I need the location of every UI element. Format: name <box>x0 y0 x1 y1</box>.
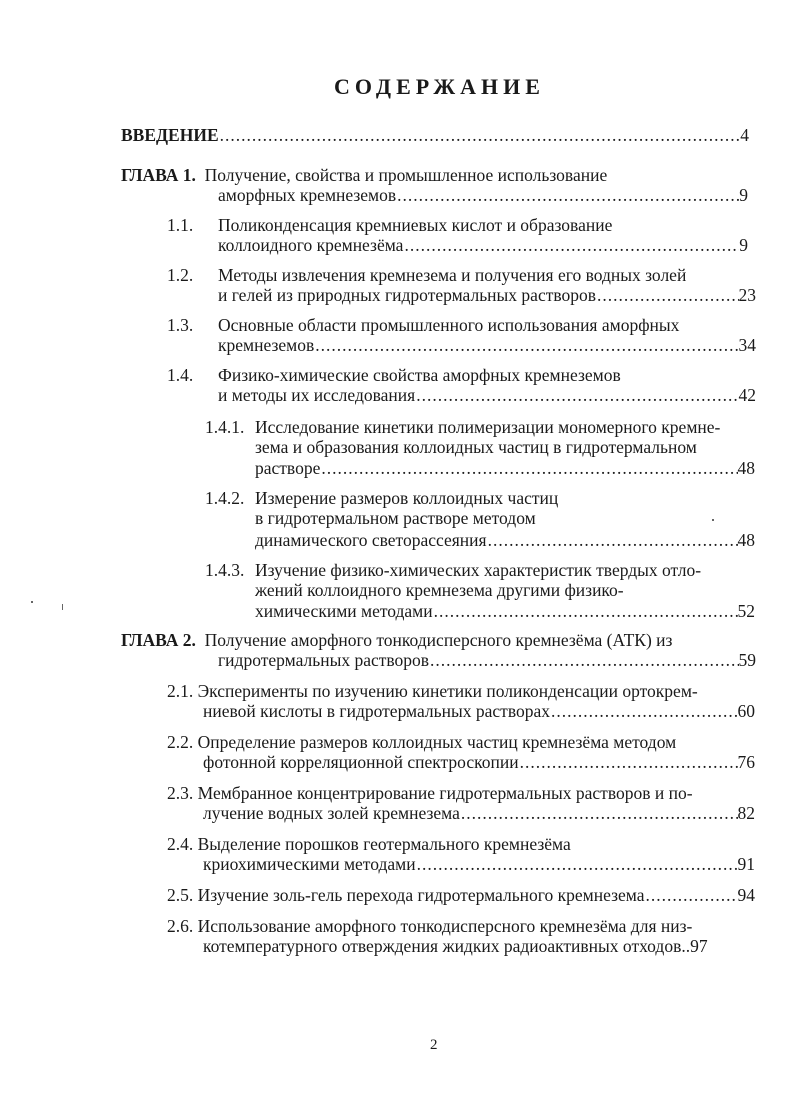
subsection-1-4-3-number: 1.4.3. <box>205 560 245 580</box>
subsection-1-4-1-number: 1.4.1. <box>205 417 245 437</box>
section-1-3-line1: Основные области промышленного использования аморфных <box>218 315 680 335</box>
section-2-6-line1 <box>167 916 692 936</box>
section-1-3-page: 34 <box>738 335 756 355</box>
chapter2-page: 59 <box>738 650 756 670</box>
section-2-1-number: 2.1. <box>167 681 194 701</box>
section-2-1-text: Эксперименты по изучению кинетики поликонденсации ортокрем- <box>197 681 698 701</box>
subsection-1-4-2-number: 1.4.2. <box>205 488 245 508</box>
section-1-3-text: кремнеземов <box>218 335 315 355</box>
subsection-1-4-1-page: 48 <box>737 458 755 478</box>
subsection-1-4-3-text: химическими методами <box>255 601 433 621</box>
chapter1-label: ГЛАВА 1. <box>121 165 196 185</box>
section-1-2-line2 <box>218 285 756 305</box>
section-2-6-number: 2.6. <box>167 916 194 936</box>
chapter2-title-line2: гидротермальных растворов <box>218 650 430 670</box>
section-1-4-number: 1.4. <box>167 365 194 385</box>
section-2-1-line2 <box>203 701 755 721</box>
subsection-1-4-2-line1: Измерение размеров коллоидных частиц <box>255 488 559 508</box>
section-2-6-text: Использование аморфного тонкодисперсного кремнезёма для низ- <box>197 916 693 936</box>
chapter1-title-line1: Получение, свойства и промышленное использование <box>204 165 608 185</box>
leader-dots <box>460 803 738 823</box>
leader-dots <box>429 650 738 670</box>
subsection-1-4-2-text: динамического светорассеяния <box>255 530 487 550</box>
toc-entry-chapter2-line1 <box>121 630 672 650</box>
section-2-5-page: 94 <box>737 885 755 905</box>
section-2-3-text2: лучение водных золей кремнезема <box>203 803 460 823</box>
section-2-3-number: 2.3. <box>167 783 194 803</box>
scan-speck <box>31 601 33 603</box>
section-1-4-page: 42 <box>738 385 756 405</box>
section-2-4-text2: криохимическими методами <box>203 854 416 874</box>
scan-speck <box>712 519 714 521</box>
section-2-2-page: 76 <box>737 752 755 772</box>
leader-dots <box>219 125 741 145</box>
leader-dots <box>314 335 738 355</box>
section-2-4-line1 <box>167 834 571 854</box>
subsection-1-4-1-line1: Исследование кинетики полимеризации мономерного кремне- <box>255 417 721 437</box>
chapter2-label: ГЛАВА 2. <box>121 630 196 650</box>
section-2-3-text: Мембранное концентрирование гидротермальных растворов и по- <box>197 783 693 803</box>
section-1-2-text: и гелей из природных гидротермальных растворов <box>218 285 597 305</box>
scan-speck <box>62 604 63 610</box>
chapter2-title-line1: Получение аморфного тонкодисперсного кремнезёма (АТК) из <box>204 630 673 650</box>
intro-label: ВВЕДЕНИЕ <box>121 125 219 145</box>
leader-dots <box>645 885 738 905</box>
leader-dots <box>487 530 738 550</box>
leader-dots <box>596 285 738 305</box>
section-2-2-line1 <box>167 732 676 752</box>
section-2-2-line2 <box>203 752 755 772</box>
section-2-4-page: 91 <box>737 854 755 874</box>
section-1-2-number: 1.2. <box>167 265 194 285</box>
section-1-4-text: и методы их исследования <box>218 385 416 405</box>
leader-dots <box>550 701 738 721</box>
leader-dots <box>416 854 738 874</box>
leader-dots <box>415 385 738 405</box>
section-2-6-line2 <box>203 936 708 956</box>
section-2-5-label <box>167 885 645 905</box>
section-1-2-page: 23 <box>738 285 756 305</box>
section-1-3-number: 1.3. <box>167 315 194 335</box>
section-2-3-page: 82 <box>737 803 755 823</box>
subsection-1-4-3-page: 52 <box>737 601 755 621</box>
leader-dots <box>320 458 737 478</box>
section-1-1-line1: Поликонденсация кремниевых кислот и образование <box>218 215 613 235</box>
section-2-1-page: 60 <box>737 701 755 721</box>
chapter1-title-line2: аморфных кремнеземов <box>218 185 397 205</box>
section-2-4-text: Выделение порошков геотермального кремнезёма <box>197 834 571 854</box>
section-2-2-text2: фотонной корреляционной спектроскопии <box>203 752 519 772</box>
section-2-6-page: 97 <box>690 936 708 956</box>
section-1-2-line1: Методы извлечения кремнезема и получения его водных золей <box>218 265 687 285</box>
section-2-3-line1 <box>167 783 693 803</box>
page-number: 2 <box>430 1037 438 1053</box>
section-2-6-text2: котемпературного отверждения жидких радиоактивных отходов.. <box>203 936 691 956</box>
toc-entry-chapter2-line2 <box>218 650 756 670</box>
subsection-1-4-1-text: растворе <box>255 458 321 478</box>
section-2-5-number: 2.5. <box>167 885 194 905</box>
section-1-1-line2 <box>218 235 748 255</box>
section-2-1-text2: ниевой кислоты в гидротермальных растворах <box>203 701 550 721</box>
section-2-2-number: 2.2. <box>167 732 194 752</box>
section-2-3-line2 <box>203 803 755 823</box>
section-1-3-line2 <box>218 335 756 355</box>
subsection-1-4-3-line1: Изучение физико-химических характеристик твердых отло- <box>255 560 702 580</box>
section-1-4-line1: Физико-химические свойства аморфных кремнеземов <box>218 365 621 385</box>
subsection-1-4-1-line2: зема и образования коллоидных частиц в гидротермальном <box>255 437 697 457</box>
subsection-1-4-1-line3 <box>255 458 755 478</box>
chapter1-page: 9 <box>739 185 748 205</box>
toc-entry-chapter1-line1 <box>121 165 607 185</box>
section-2-5-text: Изучение золь-гель перехода гидротермального кремнезема <box>197 885 645 905</box>
section-1-1-number: 1.1. <box>167 215 194 235</box>
subsection-1-4-3-line3 <box>255 601 755 621</box>
section-2-4-line2 <box>203 854 755 874</box>
section-2-1-line1 <box>167 681 698 701</box>
intro-page: 4 <box>740 125 749 145</box>
subsection-1-4-3-line2: жений коллоидного кремнезема другими физико- <box>255 580 624 600</box>
subsection-1-4-2-page: 48 <box>737 530 755 550</box>
toc-entry-chapter1-line2 <box>218 185 748 205</box>
toc-entry-intro <box>121 125 749 145</box>
section-1-1-text: коллоидного кремнезёма <box>218 235 404 255</box>
section-2-2-text: Определение размеров коллоидных частиц кремнезёма методом <box>197 732 677 752</box>
leader-dots <box>519 752 738 772</box>
section-1-1-page: 9 <box>739 235 748 255</box>
leader-dots <box>433 601 738 621</box>
section-2-5-line1 <box>167 885 755 905</box>
section-1-4-line2 <box>218 385 756 405</box>
leader-dots <box>403 235 739 255</box>
toc-title: СОДЕРЖАНИЕ <box>334 74 545 99</box>
section-2-4-number: 2.4. <box>167 834 194 854</box>
subsection-1-4-2-line2: в гидротермальном растворе методом <box>255 508 536 528</box>
leader-dots <box>396 185 739 205</box>
subsection-1-4-2-line3 <box>255 530 755 550</box>
